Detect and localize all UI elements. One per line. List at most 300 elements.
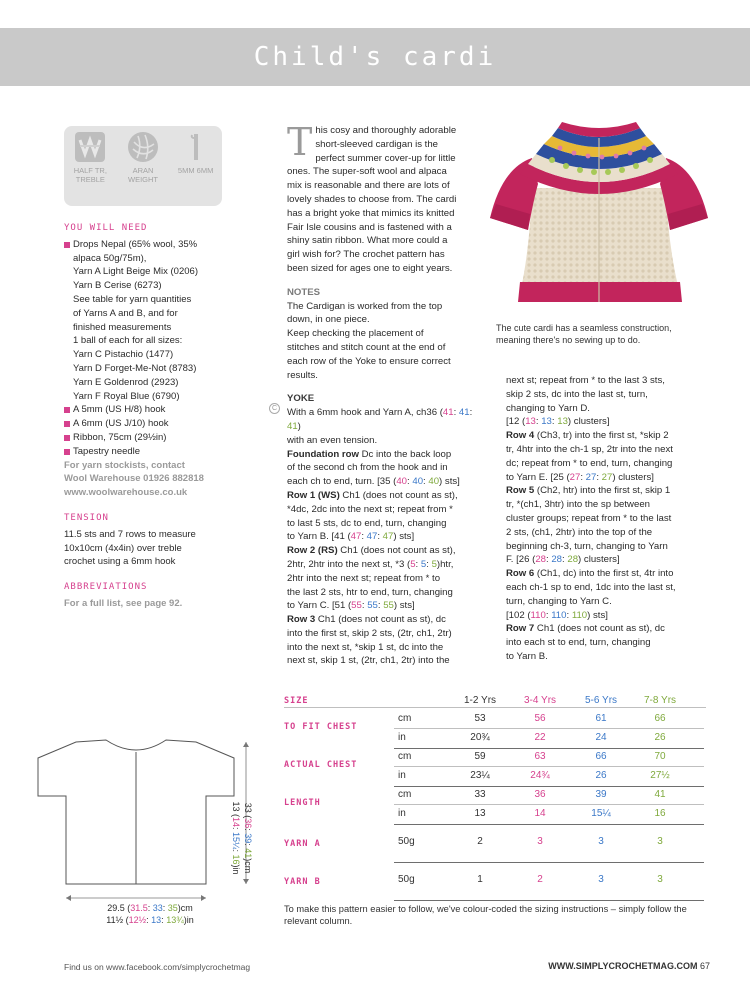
text-span: 41: [458, 407, 470, 419]
length-in: [230, 778, 242, 898]
text-span: 55: [367, 600, 378, 612]
text-span: Foundation row: [287, 448, 359, 460]
yarn-line: Yarn C Pistachio (1477): [73, 349, 174, 361]
size-value: 63: [534, 751, 546, 762]
text-span: 13 (: [231, 801, 242, 817]
materials-needle: Tapestry needle: [64, 445, 234, 459]
yoke-line: [506, 650, 702, 664]
materials-hook-6mm: A 6mm (US J/10) hook: [64, 417, 234, 431]
text-span: skip 2 sts, dc into the last st, turn,: [506, 388, 648, 400]
yoke-line: [287, 558, 479, 572]
yarn-line: Yarn B Cerise (6273): [73, 280, 162, 292]
text-span: 27: [601, 471, 613, 483]
row-group-label: TO FIT CHEST: [284, 722, 358, 732]
text-span: each ch-1 sp to end, 1dc into the last st,: [506, 581, 676, 593]
website-link[interactable]: WWW.SIMPLYCROCHETMAG.COM: [548, 961, 698, 971]
cardigan-schematic: [36, 732, 262, 908]
length-cm: [242, 778, 254, 898]
text-span: 5: [431, 558, 437, 570]
size-column-header: 7-8 Yrs: [643, 695, 677, 706]
intro-line: Fair Isle cousins and is fastened with a: [287, 221, 452, 233]
text-span: 40: [412, 476, 424, 488]
text-span: :: [377, 531, 383, 543]
table-divider: [394, 748, 704, 749]
yoke-line: [506, 484, 702, 498]
size-value: 66: [654, 713, 666, 724]
cardigan-photo: [490, 118, 708, 316]
size-value: 26: [654, 732, 666, 743]
text-span: 47: [382, 531, 394, 543]
text-span: :: [162, 903, 168, 913]
text-span: into the next st, *skip 1 st, dc into the: [287, 641, 444, 653]
size-value: 39: [595, 789, 607, 800]
size-column-header: 1-2 Yrs: [463, 695, 497, 706]
text-span: :: [566, 609, 572, 621]
weight-label: ARAN WEIGHT: [127, 166, 158, 184]
text-span: (Ch3, tr) into the first st, *skip 2: [534, 430, 669, 442]
photo-caption: The cute cardi has a seamless construction, meaning there's no sewing up to do.: [496, 323, 672, 345]
text-span: :: [377, 600, 384, 612]
yarn-ball-icon: [128, 132, 158, 162]
page-title: Child's cardi: [253, 42, 497, 72]
text-span: 5: [410, 558, 416, 570]
size-value: 3: [598, 836, 604, 847]
left-column: [64, 222, 234, 611]
text-span: )in: [231, 864, 242, 875]
text-span: )htr,: [436, 558, 454, 570]
dim-text: [242, 778, 254, 898]
unit-label: in: [398, 770, 406, 781]
yoke-line: [287, 544, 479, 558]
table-row: [284, 862, 704, 900]
text-span: ) sts]: [393, 600, 415, 612]
table-divider: [394, 862, 704, 863]
size-value: 24¾: [530, 770, 550, 781]
text-span: :: [426, 558, 432, 570]
text-span: 33 (: [243, 802, 253, 819]
table-divider: [394, 824, 704, 825]
text-span: 33: [152, 903, 163, 913]
unit-label: cm: [398, 789, 412, 800]
text-span: of the second ch from the hook and in: [287, 462, 448, 474]
size-column-header: 3-4 Yrs: [523, 695, 557, 706]
text-span: :: [231, 826, 242, 832]
footer-right: [548, 961, 710, 971]
text-span: to Yarn E. [25 (: [506, 471, 570, 483]
intro-line: has a bright yoke that mimics its knitted: [287, 207, 455, 219]
title-banner: [0, 28, 750, 86]
size-value: 2: [537, 874, 543, 885]
text-span: 41: [287, 420, 298, 432]
size-value: 1: [477, 874, 483, 885]
materials-hook-5mm: A 5mm (US H/8) hook: [64, 403, 234, 417]
text-span: 27: [585, 471, 597, 483]
unit-label: cm: [398, 751, 412, 762]
text-span: 28: [551, 554, 563, 566]
colour-coding-note: To make this pattern easier to follow, we've colour-coded the sizing instructions – simply follow the relevant column.: [284, 904, 687, 926]
text-span: turn, changing to Yarn C.: [506, 595, 612, 607]
yoke-line: [506, 609, 702, 623]
size-value: 16: [654, 808, 666, 819]
yarn-line: 1 ball of each for all sizes:: [73, 335, 183, 347]
yarn-line: alpaca 50g/75m),: [73, 252, 147, 264]
notes-line: stitches and stitch count at the end of: [287, 341, 446, 353]
row-group-label: LENGTH: [284, 798, 321, 808]
text-span: 2htr, 2htr into the next st, *3 (: [287, 558, 411, 570]
abbreviations-heading: ABBREVIATIONS: [64, 582, 148, 593]
text-span: dc; repeat from * to end, turn, changing: [506, 457, 673, 469]
yoke-line: [287, 586, 479, 600]
table-divider: [394, 728, 704, 729]
row-group-label: YARN B: [284, 877, 321, 887]
yoke-line: [287, 572, 479, 586]
text-span: 11½ (: [106, 914, 129, 925]
notes-line: results.: [287, 369, 318, 381]
size-value: 26: [595, 770, 607, 781]
yoke-line: [506, 443, 702, 457]
size-value: 23¼: [470, 770, 490, 781]
text-span: next st, skip 1 st, (2tr, ch1, 2tr) into the: [287, 655, 450, 667]
yoke-line: [287, 406, 479, 434]
drop-cap: T: [287, 120, 313, 164]
table-divider: [394, 804, 704, 805]
text-span: 55: [383, 600, 394, 612]
text-span: 110: [530, 609, 546, 621]
text-span: Row 3: [287, 614, 316, 626]
text-span: [102 (: [506, 609, 531, 621]
yarn-line: of Yarns A and B, and for: [73, 307, 178, 319]
text-span: 39: [243, 833, 253, 844]
tension-line: 10x10cm (4x4in) over treble: [64, 542, 182, 554]
size-value: 20¾: [470, 732, 490, 743]
text-span: 5: [420, 558, 427, 570]
size-value: 66: [595, 751, 607, 762]
table-row: [284, 824, 704, 862]
text-span: into each st to end, turn, changing: [506, 637, 651, 649]
facebook-link[interactable]: Find us on www.facebook.com/simplycrochetmag: [64, 962, 251, 972]
text-span: 15¼: [231, 831, 242, 850]
yoke-line: [506, 512, 702, 526]
dim-text: [230, 778, 242, 898]
text-span: :: [535, 416, 542, 428]
table-divider: [394, 900, 704, 901]
text-span: tr, *(ch1, 3htr) into the sp between: [506, 499, 650, 511]
yoke-instructions-part-1: [287, 406, 479, 668]
text-span: Row 4: [506, 430, 535, 442]
size-column-header: 5-6 Yrs: [584, 695, 618, 706]
intro-line: girl wish for? The crochet pattern has: [287, 249, 445, 261]
intro-line: his cosy and thoroughly adorable: [315, 125, 457, 136]
table-header-row: [284, 692, 704, 709]
text-span: 28: [535, 554, 546, 566]
hook-icon: [181, 132, 211, 162]
text-span: cluster groups; repeat from * to the last: [506, 512, 672, 524]
dim-text: [70, 915, 230, 927]
stockists-line: Wool Warehouse 01926 882818: [64, 473, 204, 485]
yarn-line: Yarn E Goldenrod (2923): [73, 376, 179, 388]
text-span: 13: [525, 416, 536, 428]
text-span: ) sts]: [393, 531, 415, 543]
text-span: to Yarn C. [51 (: [287, 600, 352, 612]
text-span: :: [580, 471, 586, 483]
size-value: 27½: [650, 770, 670, 781]
materials-ribbon: Ribbon, 75cm (29½in): [64, 431, 234, 445]
yoke-line: [287, 599, 479, 613]
text-span: beginning ch-3, turn, changing to Yarn: [506, 540, 668, 552]
text-span: Ch1 (does not count as st), dc: [315, 614, 446, 626]
text-span: 41: [243, 848, 253, 859]
yoke-line: [506, 595, 702, 609]
intro-line: short-sleeved cardigan is the: [315, 138, 439, 150]
text-span: *4dc, 2dc into the next st; repeat from *: [287, 503, 453, 515]
row-group-label: YARN A: [284, 839, 321, 849]
text-span: :: [361, 531, 367, 543]
text-span: :: [596, 471, 602, 483]
chapter-marker: C: [269, 403, 280, 414]
text-span: 2htr into the next st; repeat from * to: [287, 572, 441, 584]
text-span: :: [146, 914, 152, 925]
text-span: 40: [428, 476, 440, 488]
text-span: 55: [351, 600, 362, 612]
yoke-line: [287, 503, 479, 517]
text-span: :: [545, 609, 552, 621]
text-span: F. [26 (: [506, 554, 536, 566]
text-span: (Ch2, htr) into the first st, skip 1: [534, 485, 671, 497]
page-number: 67: [699, 961, 710, 971]
text-span: 110: [571, 609, 588, 621]
text-span: 35: [167, 903, 178, 913]
hook-info: [171, 132, 221, 206]
text-span: Row 1 (WS): [287, 489, 340, 501]
skill-info-box: [64, 126, 222, 206]
text-span: 14: [231, 816, 242, 827]
table-row: [284, 805, 704, 822]
stockists-line: For yarn stockists, contact: [64, 459, 185, 471]
yoke-line: [506, 402, 702, 416]
you-will-need-heading: YOU WILL NEED: [64, 223, 148, 233]
text-span: ): [297, 420, 301, 432]
yoke-line: [287, 641, 479, 655]
yoke-line: [287, 475, 479, 489]
yarn-line: Yarn D Forget-Me-Not (8783): [73, 362, 197, 374]
text-span: with an even tension.: [287, 434, 378, 446]
unit-label: 50g: [398, 836, 415, 847]
size-value: 59: [474, 751, 486, 762]
text-span: the last 2 sts, htr to end, turn, changing: [287, 586, 453, 598]
text-span: into the first st, skip 2 sts, (2tr, ch1, 2tr): [287, 627, 452, 639]
text-span: 13: [541, 416, 552, 428]
table-divider: [394, 766, 704, 767]
notes-line: Keep checking the placement of: [287, 328, 424, 340]
intro-line: ones. The super-soft wool and alpaca: [287, 166, 447, 178]
size-value: 33: [474, 789, 486, 800]
yoke-line: [287, 434, 479, 448]
text-span: :: [243, 828, 253, 834]
yoke-line: [506, 553, 702, 567]
text-span: changing to Yarn D.: [506, 402, 590, 414]
abbreviations-text: For a full list, see page 92.: [64, 597, 183, 609]
intro-line: perfect summer cover-up for little: [315, 152, 456, 164]
size-value: 70: [654, 751, 666, 762]
notes-line: down, in one piece.: [287, 314, 370, 326]
text-span: Ch1 (does not count as st),: [337, 545, 456, 557]
yoke-line: [506, 374, 702, 388]
text-span: 47: [350, 531, 362, 543]
width-cm: [70, 903, 230, 915]
hook-size-label: 5MM 6MM: [177, 166, 214, 175]
yoke-line: [287, 489, 479, 503]
stitch-label: HALF TR, TREBLE: [73, 166, 107, 184]
size-value: 3: [598, 874, 604, 885]
unit-label: in: [398, 808, 406, 819]
text-span: :: [562, 554, 568, 566]
size-value: 15¼: [591, 808, 611, 819]
table-divider: [394, 786, 704, 787]
yoke-line: [287, 530, 479, 544]
tension-heading: TENSION: [64, 512, 109, 523]
text-span: to Yarn B.: [506, 650, 548, 662]
stockists-link[interactable]: www.woolwarehouse.co.uk: [64, 487, 188, 499]
yoke-line: [287, 461, 479, 475]
size-value: 41: [654, 789, 666, 800]
text-span: :: [161, 914, 167, 925]
text-span: 36: [243, 818, 253, 829]
text-span: 28: [567, 554, 579, 566]
text-span: 29.5 (: [107, 903, 131, 913]
size-value: 22: [534, 732, 546, 743]
size-value: 36: [534, 789, 546, 800]
yoke-line: [287, 448, 479, 462]
unit-label: 50g: [398, 874, 415, 885]
size-value: 24: [595, 732, 607, 743]
unit-label: in: [398, 732, 406, 743]
size-value: 14: [534, 808, 546, 819]
size-value: 53: [474, 713, 486, 724]
text-span: 13: [557, 416, 568, 428]
yarn-line: finished measurements: [73, 321, 172, 333]
text-span: ) clusters]: [567, 416, 610, 428]
text-span: [12 (: [506, 416, 526, 428]
yoke-line: [506, 388, 702, 402]
text-span: )cm: [243, 858, 253, 874]
text-span: ) sts]: [439, 476, 460, 488]
notes-heading: NOTES: [287, 286, 321, 298]
text-span: Dc into the back loop: [358, 448, 452, 460]
text-span: :: [551, 416, 558, 428]
text-span: :: [361, 600, 368, 612]
text-span: 2 sts, (ch1, 2htr) into the top of the: [506, 526, 653, 538]
text-span: )cm: [177, 903, 193, 913]
yoke-line: [506, 498, 702, 512]
yoke-line: [506, 457, 702, 471]
text-span: Ch1 (does not count as st),: [339, 489, 458, 501]
text-span: 31.5: [130, 903, 148, 913]
text-span: to Yarn B. [41 (: [287, 531, 351, 543]
text-span: 13: [151, 914, 162, 925]
width-dimension: [70, 903, 230, 926]
text-span: Row 5: [506, 485, 535, 497]
text-span: next st; repeat from * to the last 3 sts,: [506, 375, 665, 386]
text-span: 47: [366, 531, 378, 543]
text-span: :: [453, 407, 459, 419]
materials-yarn: [64, 238, 234, 404]
intro-line: been sized for ages one to eight years.: [287, 262, 453, 274]
size-value: 3: [657, 874, 663, 885]
text-span: :: [407, 476, 413, 488]
yoke-line: [287, 627, 479, 641]
yoke-line: [506, 540, 702, 554]
yoke-line: [506, 581, 702, 595]
yoke-line: [506, 415, 702, 429]
text-span: :: [243, 843, 253, 849]
size-value: 3: [537, 836, 543, 847]
weight-info: [118, 132, 168, 206]
yoke-line: [506, 471, 702, 485]
text-span: :: [147, 903, 153, 913]
text-span: Row 7: [506, 623, 535, 635]
yoke-line: [287, 613, 479, 627]
size-value: 2: [477, 836, 483, 847]
intro-line: mix is reasonable and there are lots of: [287, 180, 450, 192]
text-span: With a 6mm hook and Yarn A, ch36 (: [287, 407, 443, 419]
text-span: Row 2 (RS): [287, 545, 338, 557]
yoke-line: [506, 429, 702, 443]
text-span: Ch1 (does not count as st), dc: [534, 623, 665, 635]
text-span: each ch to end, turn. [35 (: [287, 476, 397, 488]
stitch-info: [65, 132, 115, 206]
text-span: (Ch1, dc) into the first st, 4tr into: [534, 568, 674, 580]
text-span: )in: [183, 914, 194, 925]
width-in: [70, 915, 230, 927]
row-group-label: ACTUAL CHEST: [284, 760, 358, 770]
crochet-stitch-icon: [75, 132, 105, 162]
yarn-line: Yarn F Royal Blue (6790): [73, 390, 180, 402]
text-span: 16: [231, 854, 242, 865]
text-span: :: [423, 476, 429, 488]
text-span: :: [546, 554, 552, 566]
notes-line: each row of the Yoke to ensure correct: [287, 355, 451, 367]
text-span: 12½: [128, 914, 147, 925]
yoke-line: [506, 567, 702, 581]
yoke-line: [506, 526, 702, 540]
text-span: to last 5 sts, dc to end, turn, changing: [287, 517, 447, 529]
length-dimension: [230, 778, 253, 898]
yarn-line: Drops Nepal (65% wool, 35%: [73, 238, 198, 250]
size-value: 61: [595, 713, 607, 724]
text-span: :: [415, 558, 421, 570]
yarn-line: See table for yarn quantities: [73, 293, 192, 305]
tension-line: 11.5 sts and 7 rows to measure: [64, 528, 196, 540]
text-span: ) sts]: [587, 609, 608, 621]
yoke-instructions-part-2: [506, 374, 702, 664]
text-span: ) clusters]: [612, 471, 654, 483]
yoke-heading: YOKE: [287, 393, 315, 405]
yoke-line: [506, 622, 702, 636]
dim-text: [70, 903, 230, 915]
intro-line: lovely shades to choose from. The cardi: [287, 193, 457, 205]
text-span: 13¾: [166, 914, 184, 925]
yarn-line: Yarn A Light Beige Mix (0206): [73, 266, 198, 278]
pattern-column-1: [287, 120, 479, 668]
notes-line: The Cardigan is worked from the top: [287, 300, 443, 312]
text-span: ) clusters]: [578, 554, 620, 566]
text-span: 110: [551, 609, 567, 621]
intro-line: shiny satin ribbon. What more could a: [287, 235, 448, 247]
stockists-info: [64, 459, 234, 500]
size-value: 13: [474, 808, 486, 819]
size-value: 56: [534, 713, 546, 724]
yoke-line: [506, 636, 702, 650]
